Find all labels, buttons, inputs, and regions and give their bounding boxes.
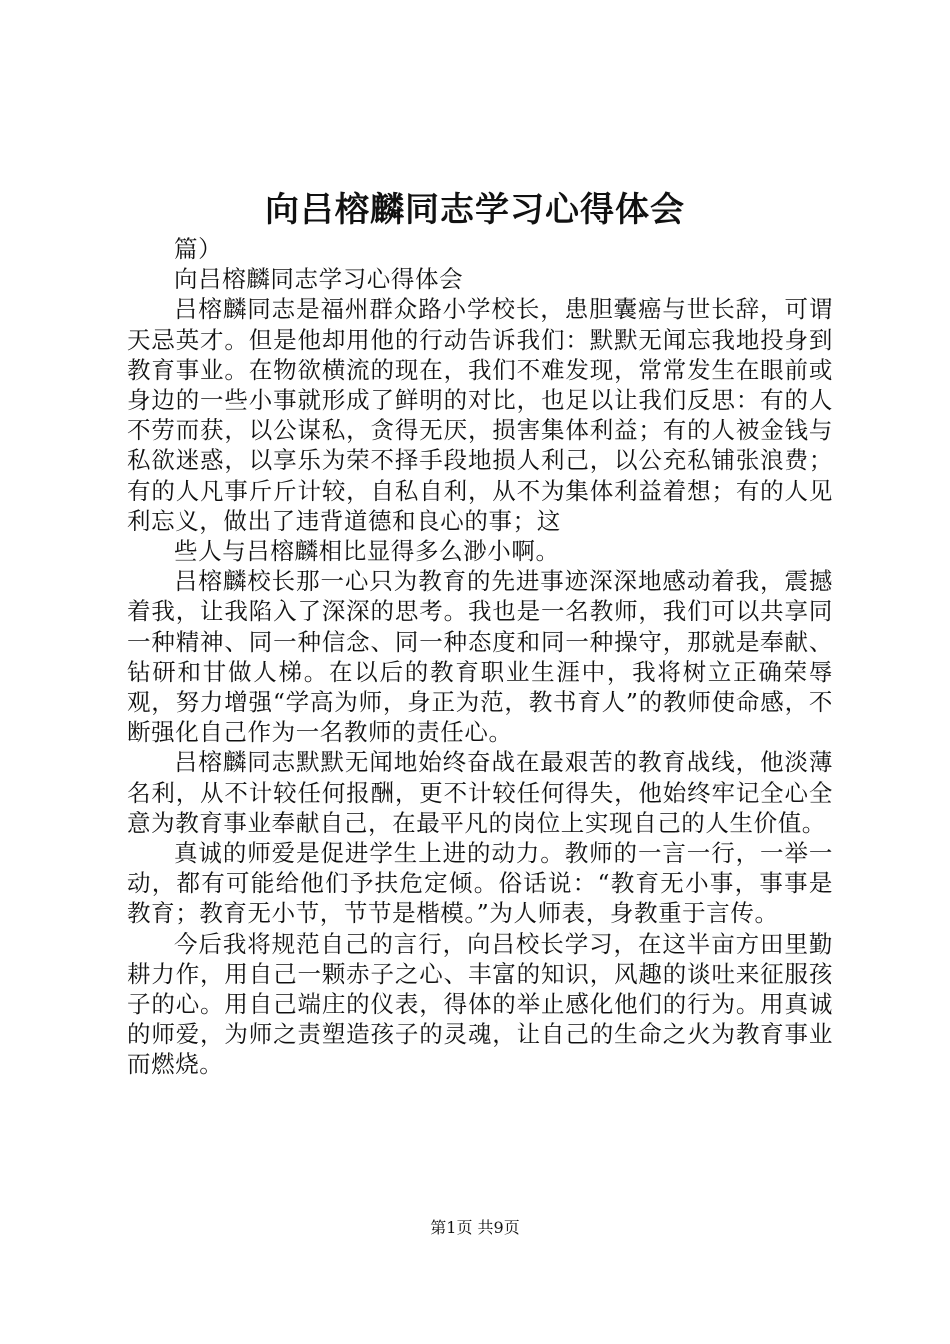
page-footer: 第1页 共9页 — [430, 1218, 520, 1237]
paragraph: 吕榕麟校长那一心只为教育的先进事迹深深地感动着我，震撼着我，让我陷入了深深的思考。我也是一名教师，我们可以共享同一种精神、同一种信念、同一种态度和同一种操守，那就是奉献、钻研和甘做人梯。在以后的教育职业生涯中，我将树立正确荣辱观，努力增强“学高为师，身正为范，教书育人”的教师使命感，不断强化自己作为一名教师的责任心。 — [127, 567, 833, 747]
paragraph: 篇） — [174, 235, 223, 263]
paragraph: 吕榕麟同志是福州群众路小学校长，患胆囊癌与世长辞，可谓天忌英才。但是他却用他的行动告诉我们：默默无闻忘我地投身到教育事业。在物欲横流的现在，我们不难发现，常常发生在眼前或身边的一些小事就形成了鲜明的对比，也足以让我们反思：有的人不劳而获，以公谋私，贪得无厌，损害集体利益；有的人被金钱与私欲迷惑，以享乐为荣不择手段地损人利己，以公充私铺张浪费；有的人凡事斤斤计较，自私自利，从不为集体利益着想；有的人见利忘义，做出了违背道德和良心的事；这 — [127, 295, 833, 535]
paragraph: 今后我将规范自己的言行，向吕校长学习，在这半亩方田里勤耕力作，用自己一颗赤子之心、丰富的知识，风趣的谈吐来征服孩子的心。用自己端庄的仪表，得体的举止感化他们的行为。用真诚的师爱，为师之责塑造孩子的灵魂，让自己的生命之火为教育事业而燃烧。 — [127, 929, 833, 1079]
paragraph: 吕榕麟同志默默无闻地始终奋战在最艰苦的教育战线，他淡薄名利，从不计较任何报酬，更不计较任何得失，他始终牢记全心全意为教育事业奉献自己，在最平凡的岗位上实现自己的人生价值。 — [127, 748, 833, 837]
paragraph: 些人与吕榕麟相比显得多么渺小啊。 — [174, 537, 560, 566]
document-title: 向吕榕麟同志学习心得体会 — [265, 190, 685, 230]
paragraph: 向吕榕麟同志学习心得体会 — [174, 265, 464, 294]
paragraph: 真诚的师爱是促进学生上进的动力。教师的一言一行，一举一动，都有可能给他们予扶危定倾。俗话说：“教育无小事，事事是教育；教育无小节，节节是楷模。”为人师表，身教重于言传。 — [127, 839, 833, 928]
document-body — [127, 234, 833, 1080]
